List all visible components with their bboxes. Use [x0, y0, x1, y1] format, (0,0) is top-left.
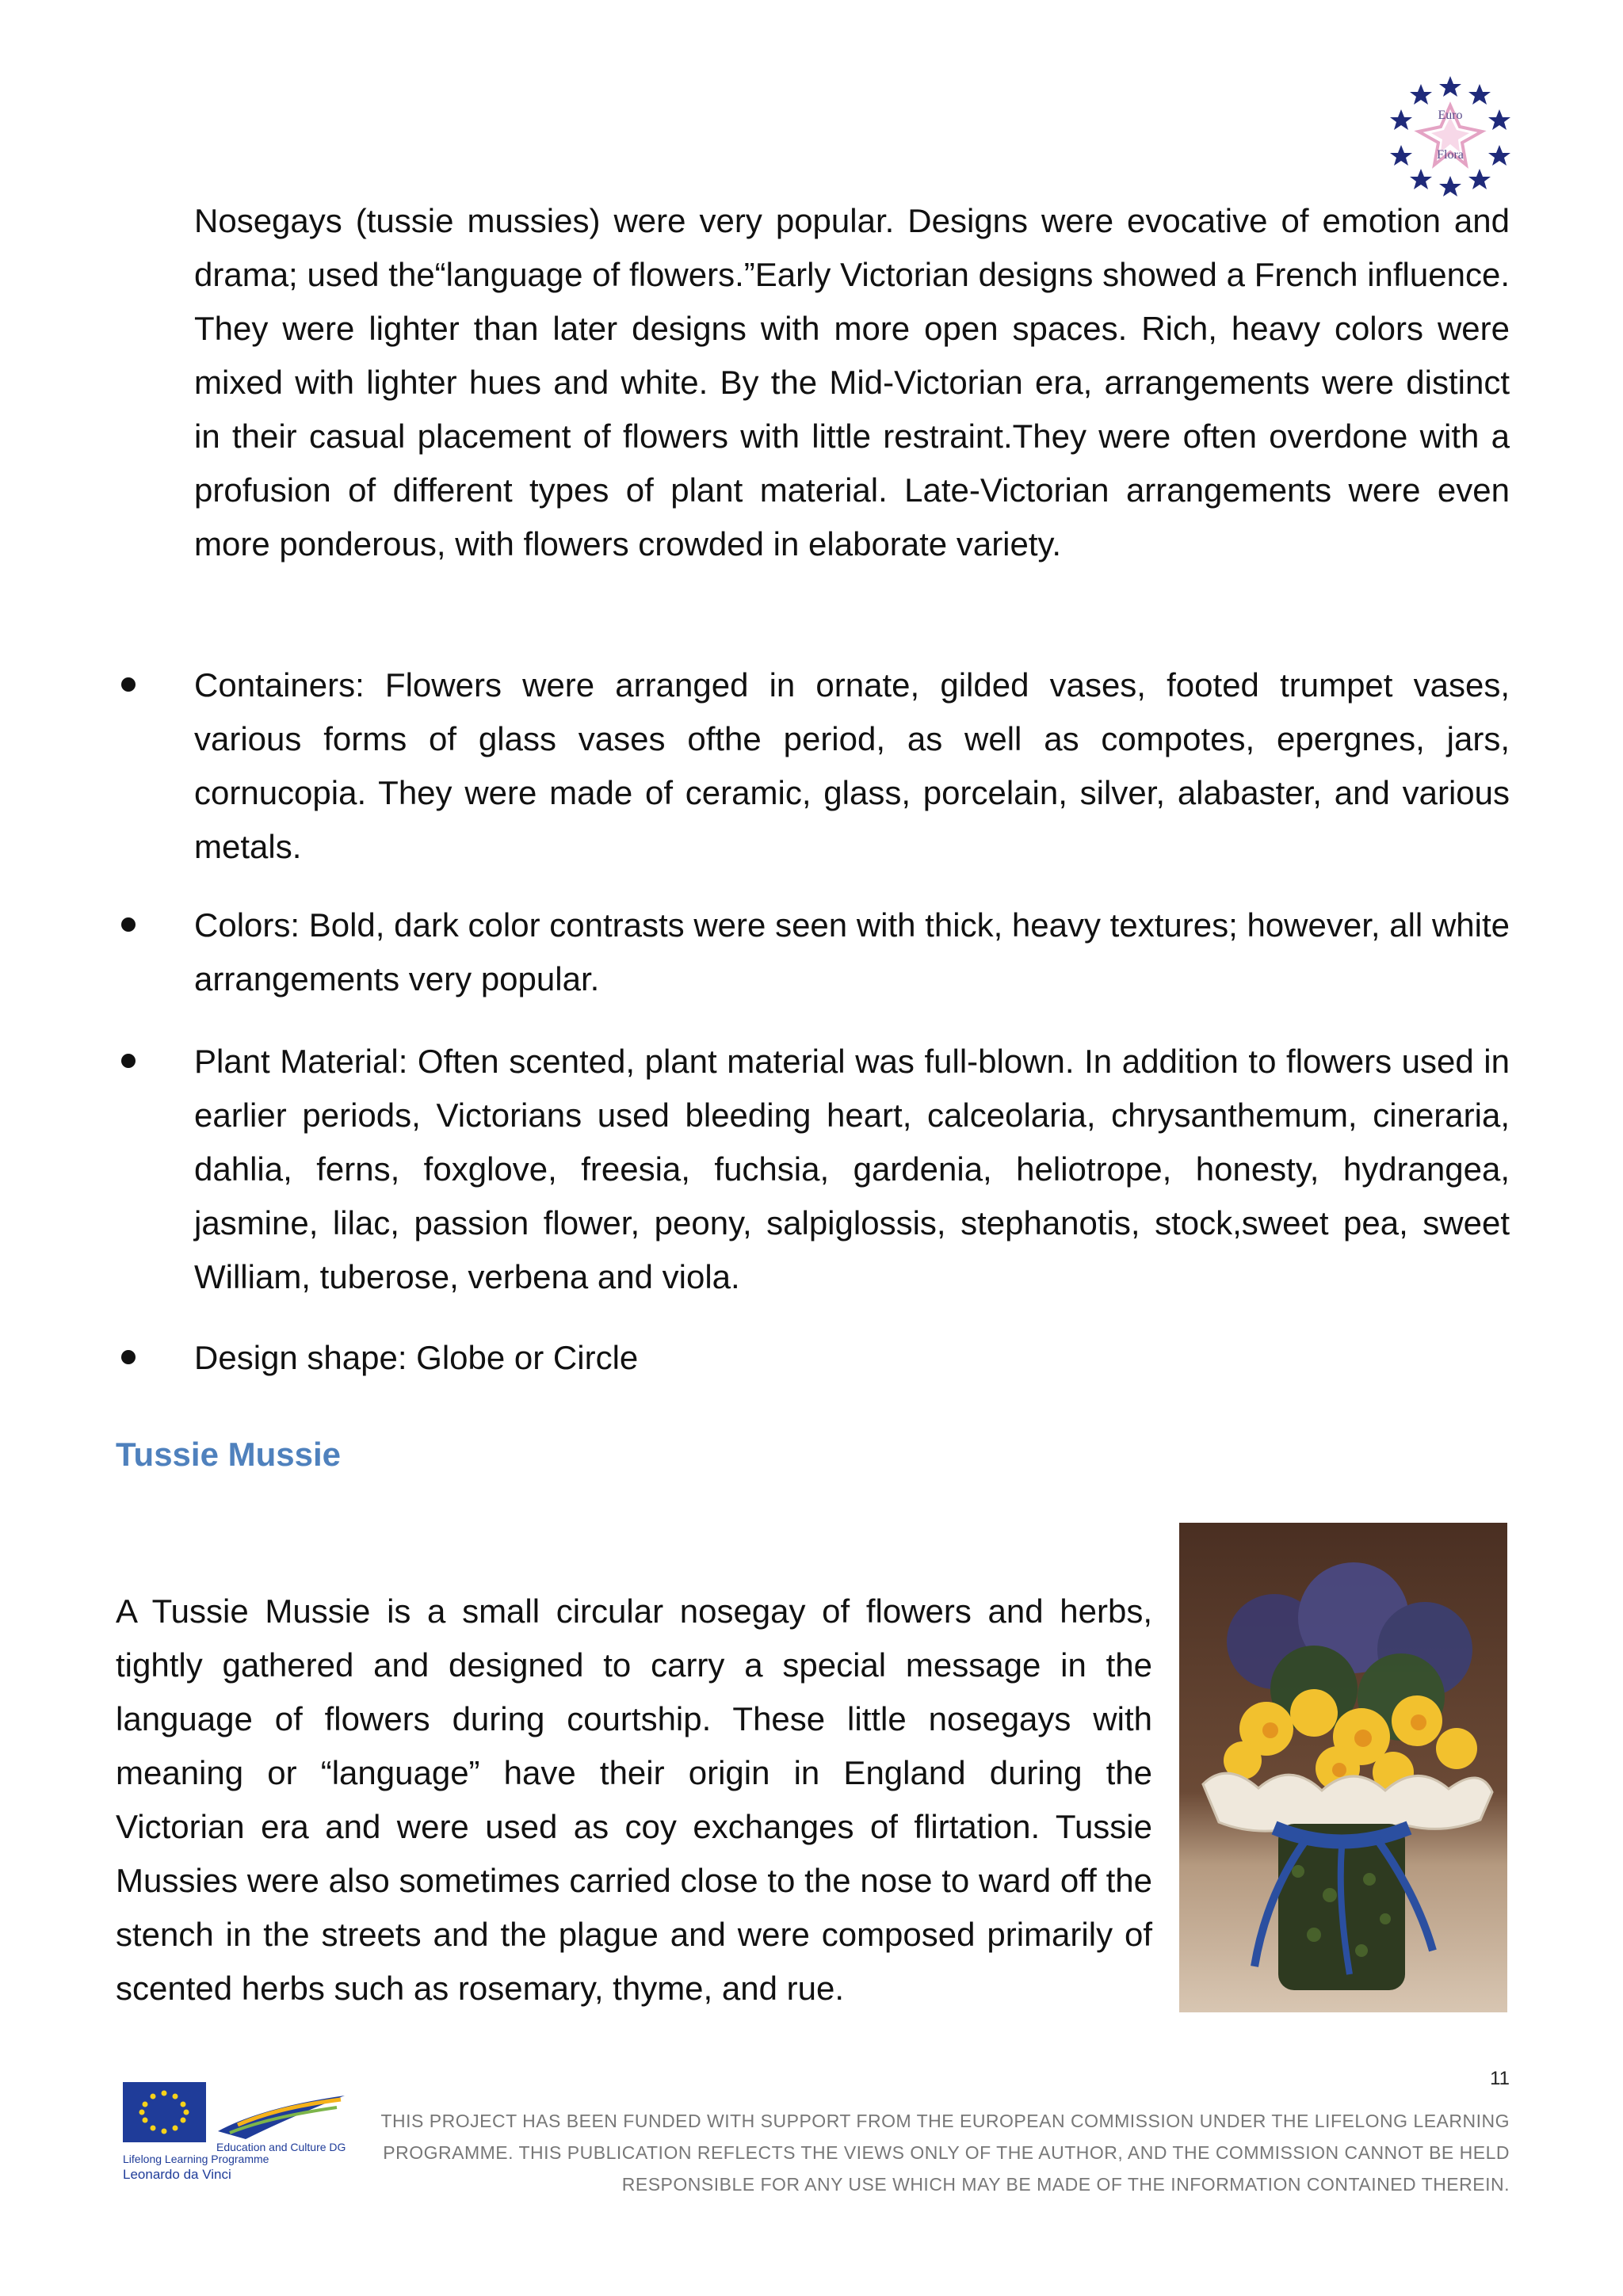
list-item — [116, 1035, 1510, 1304]
bullet-icon — [121, 917, 136, 932]
flower-arrangement-image — [1179, 1523, 1507, 2012]
funding-disclaimer — [349, 2105, 1510, 2200]
bullet-text: Design shape: Globe or Circle — [194, 1339, 639, 1376]
bullet-icon — [121, 677, 136, 692]
bullet-icon — [121, 1054, 136, 1068]
svg-text:Education and Culture DG: Education and Culture DG — [216, 2141, 346, 2153]
section-heading: Tussie Mussie — [116, 1436, 341, 1473]
star-ring-icon — [1387, 70, 1514, 196]
page-number: 11 — [1490, 2068, 1510, 2089]
disclaimer-line: RESPONSIBLE FOR ANY USE WHICH MAY BE MADE OF THE INFORMATION CONTAINED THEREIN. — [621, 2174, 1510, 2195]
svg-text:Lifelong Learning Programme: Lifelong Learning Programme — [123, 2153, 269, 2165]
tussie-mussie-photo — [1179, 1523, 1507, 2012]
list-item — [116, 1331, 1510, 1385]
svg-text:Euro: Euro — [1438, 109, 1463, 122]
bullet-text: Colors: Bold, dark color contrasts were seen with thick, heavy textures; however, all white arrangements very popular. — [194, 906, 1510, 997]
bullet-icon — [121, 1350, 136, 1364]
disclaimer-line: PROGRAMME. THIS PUBLICATION REFLECTS THE VIEWS ONLY OF THE AUTHOR, AND THE COMMISSION CANNOT BE HELD — [383, 2142, 1510, 2163]
eu-flag-icon — [119, 2076, 365, 2195]
euro-flora-logo — [1387, 70, 1514, 196]
bullet-text: Containers: Flowers were arranged in ornate, gilded vases, footed trumpet vases, various forms of glass vases ofthe period, as well as compotes, epergnes, jars, cornucopia. They were made of ceramic, glass, porcelain, silver, alabaster, and various metals. — [194, 666, 1510, 865]
list-item — [116, 898, 1510, 1006]
intro-paragraph: Nosegays (tussie mussies) were very popular. Designs were evocative of emotion and drama; used the“language of flowers.”Early Victorian designs showed a French influence. They were lighter than later designs with more open spaces. Rich, heavy colors were mixed with lighter hues and white. By the Mid-Victorian era, arrangements were distinct in their casual placement of flowers with little restraint.They were often overdone with a profusion of different types of plant material. Late-Victorian arrangements were even more ponderous, with flowers crowded in elaborate variety. — [194, 202, 1510, 563]
disclaimer-line: THIS PROJECT HAS BEEN FUNDED WITH SUPPORT FROM THE EUROPEAN COMMISSION UNDER THE LIFELONG LEARNING — [380, 2111, 1510, 2131]
tussie-mussie-paragraph: A Tussie Mussie is a small circular nosegay of flowers and herbs, tightly gathered and designed to carry a special message in the language of flowers during courtship. These little nosegays with meaning or “language” have their origin in England during the Victorian era and were used as coy exchanges of flirtation. Tussie Mussies were also sometimes carried close to the nose to ward off the stench in the streets and the plague and were composed primarily of scented herbs such as rosemary, thyme, and rue. — [116, 1592, 1152, 2007]
svg-text:Leonardo da Vinci: Leonardo da Vinci — [123, 2167, 231, 2182]
svg-text:Flora: Flora — [1437, 148, 1464, 162]
eu-programme-logo — [119, 2076, 365, 2195]
bullet-text: Plant Material: Often scented, plant material was full-blown. In addition to flowers used in earlier periods, Victorians used bleeding heart, calceolaria, chrysanthemum, cineraria, dahlia, ferns, foxglove, freesia, fuchsia, gardenia, heliotrope, honesty, hydrangea, jasmine, lilac, passion flower, peony, salpiglossis, stephanotis, stock,sweet pea, sweet William, tuberose, verbena and viola. — [194, 1043, 1510, 1295]
list-item — [116, 658, 1510, 874]
